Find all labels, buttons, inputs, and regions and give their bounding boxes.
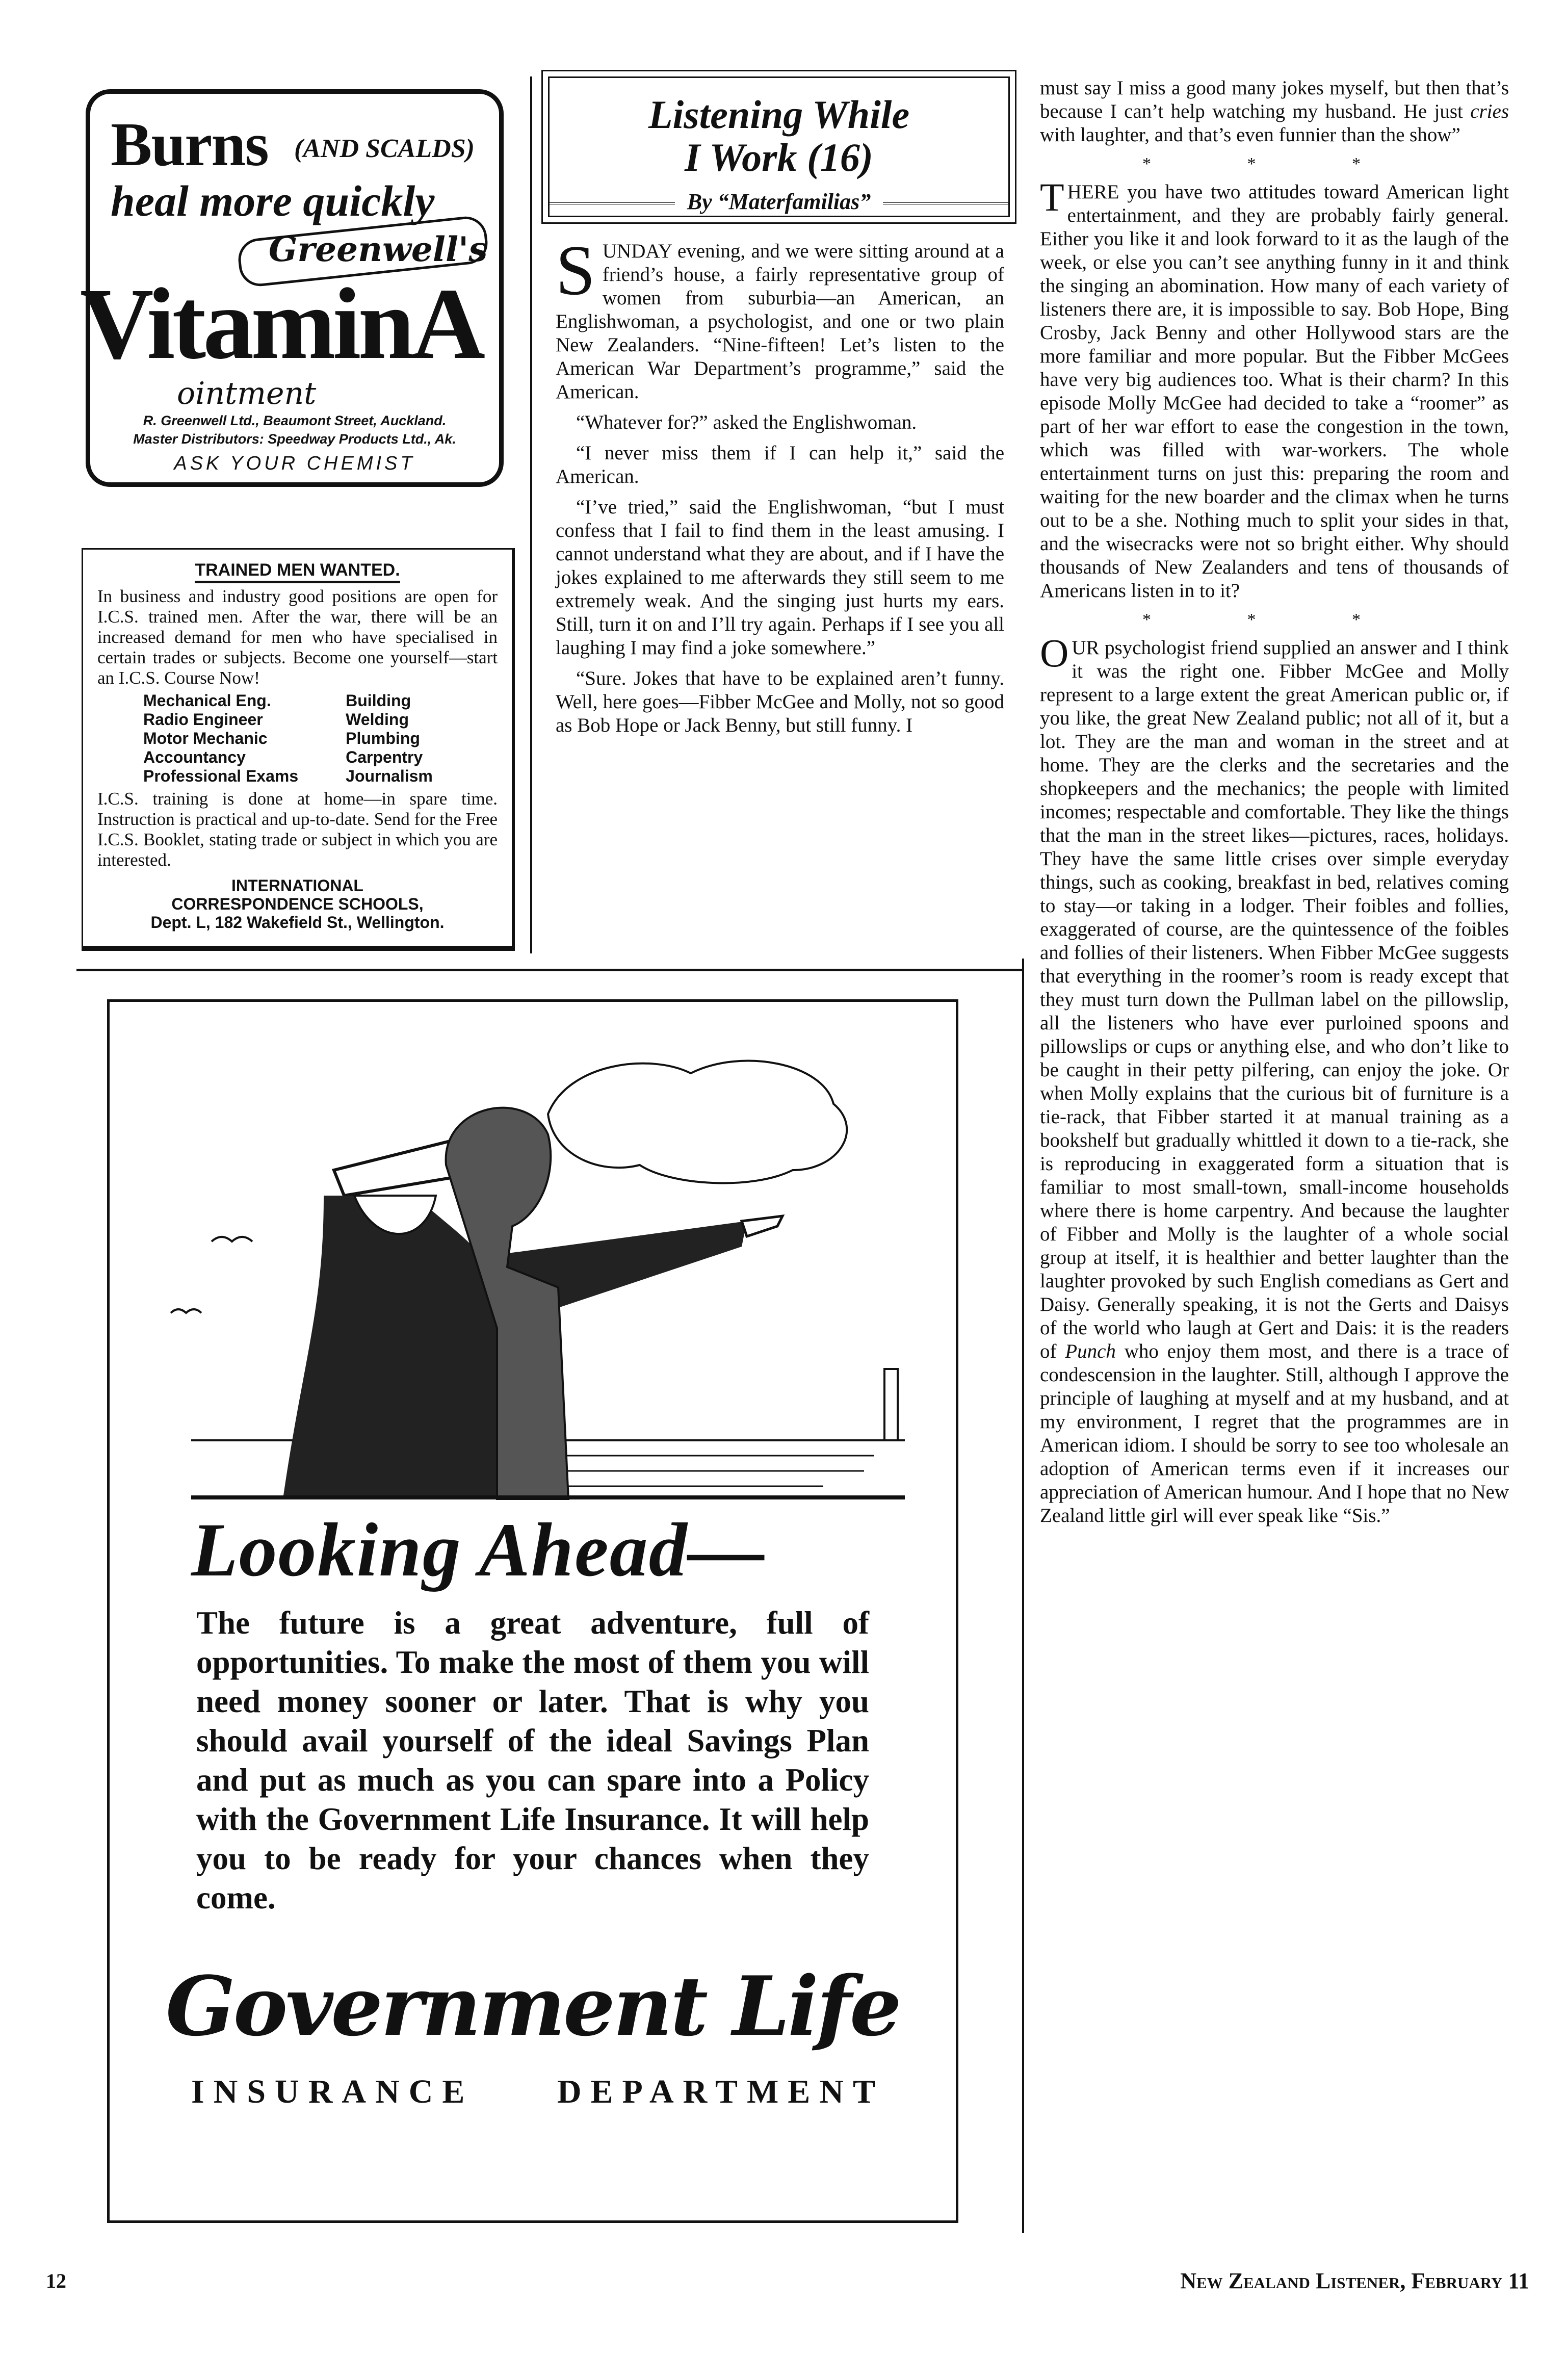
course-item: Plumbing [346, 729, 420, 747]
ad-headline: Looking Ahead— [191, 1508, 766, 1592]
org-line: INTERNATIONAL [231, 876, 363, 895]
course-item: Radio Engineer [143, 710, 263, 729]
paragraph-text: with laughter, and that’s even funnier than the show” [1040, 124, 1460, 146]
byline-text: By “Materfamilias” [675, 189, 883, 214]
article-paragraph: “Whatever for?” asked the Englishwoman. [576, 411, 917, 433]
manufacturer-address: R. Greenwell Ltd., Beaumont Street, Auckland. [143, 413, 447, 428]
ics-heading-text: TRAINED MEN WANTED. [195, 560, 400, 583]
course-item: Accountancy [143, 748, 246, 766]
government-life-ad [107, 999, 958, 2223]
seagull [171, 1309, 201, 1313]
ad-body: The future is a great adventure, full of opportunities. To make the most of them you will need money sooner or later. That is why you should avail yourself of the ideal Savings Plan and put as much as you can spare into a Policy with the Government Life Insurance. It will help you to be ready for your chances when they come. [196, 1605, 869, 1916]
article-column-right [1040, 76, 1509, 1535]
article-title-box [548, 76, 1010, 217]
paragraph-text: who enjoy them most, and there is a trace of condescension in the laughter. Still, although I approve the principle of laughing at myself and at my husband, and at my environment, I regret that the programmes are in American idiom. I should be sorry to see too wholesale an adoption of American terms even if it increases our appreciation of American humour. And I hope that no New Zealand little girl will ever speak like “Sis.” [1040, 1340, 1509, 1527]
ics-ad [82, 548, 515, 951]
ad-cta: ASK YOUR CHEMIST [174, 453, 415, 474]
article-paragraph [1040, 631, 1509, 1528]
org-address: Dept. L, 182 Wakefield St., Wellington. [150, 913, 445, 932]
ics-outro: I.C.S. training is done at home—in spare time. Instruction is practical and up-to-date. Send for the Free I.C.S. Booklet, stating trade or subject in which you are interested. [97, 789, 498, 870]
product-name: VitaminA [80, 268, 483, 380]
publication-footer: New Zealand Listener, February 11 [1180, 2268, 1529, 2293]
government-life-logo: Government Life [166, 1958, 900, 2054]
page-number: 12 [46, 2269, 66, 2292]
section-separator: * * * [1142, 610, 1406, 629]
article-byline [550, 189, 1008, 215]
seagull [212, 1237, 252, 1241]
ad-headline: Burns [111, 110, 268, 179]
lighthouse [884, 1369, 898, 1440]
department-name [191, 2073, 884, 2111]
article-paragraph: “I’ve tried,” said the Englishwoman, “but I must confess that I fail to find them in the least amusing. I cannot understand what they are about, and if I have the jokes explained to me afterwards they still seem to me extremely weak. And the singing just hurts my ears. Still, turn it on and I’ll try again. Perhaps if I see you all laughing I may find a joke somewhere.” [556, 496, 1004, 659]
article-paragraph: “I never miss them if I can help it,” said the American. [556, 442, 1004, 487]
brand-name: Greenwell's [269, 229, 488, 269]
cloud [548, 1061, 847, 1183]
title-line: I Work (16) [685, 135, 873, 179]
ics-organisation [97, 876, 498, 932]
course-item: Professional Exams [143, 767, 299, 785]
course-item: Carpentry [346, 748, 423, 766]
section-divider [76, 969, 1022, 971]
dept-word: INSURANCE [191, 2073, 474, 2110]
column-divider [1022, 959, 1024, 2233]
title-line: Listening While [648, 92, 910, 137]
product-type: ointment [177, 376, 317, 411]
ad-subheadline: heal more quickly [111, 176, 435, 225]
ad-headline-aside: (AND SCALDS) [294, 134, 475, 163]
dept-word: DEPARTMENT [557, 2073, 884, 2110]
pointing-hand [742, 1216, 782, 1236]
drop-cap: S [556, 231, 595, 310]
paragraph-text: HERE you have two attitudes toward American light entertainment, and they are probably fairly general. Either you like it and look forward to it as the laugh of the week, or else you can’t see anything funny in it and think the singing an abomination. How many of each variety of listeners there are, it is impossible to say. Bob Hope, Bing Crosby, Jack Benny and other Hollywood stars are the more familiar and more popular. But the Fibber McGees have very big audiences too. What is their charm? In this episode Molly McGee had decided to take a “roomer” as part of her war effort to ease the congestion in the town, which was filled with war-workers. The whole entertainment turns on just this: preparing the room and waiting for the new boarder and the climax when he turns out to be a she. Nothing much to split your sides in that, and the wisecracks were not so bright either. Why should thousands of New Zealanders and tens of thousands of Americans listen in to it? [1040, 181, 1509, 602]
vitamin-ointment-ad [80, 89, 504, 487]
article-paragraph [1040, 76, 1509, 147]
section-separator: * * * [1142, 154, 1406, 173]
drop-cap: T [1040, 175, 1064, 219]
ics-heading [97, 560, 498, 580]
course-list [97, 691, 498, 786]
article-column-middle [556, 231, 1004, 744]
paragraph-text: UNDAY evening, and we were sitting around at a friend’s house, a fairly representative group of women from suburbia—an American, an Englishwoman, a psychologist, and one or two plain New Zealanders. “Nine-fifteen! Let’s listen to the American War Department’s programme,” said the American. [556, 240, 1004, 403]
emphasis: Punch [1065, 1340, 1116, 1362]
sailor-pointing-illustration [110, 1002, 956, 1502]
ics-intro: In business and industry good positions are open for I.C.S. trained men. After the war, there will be an increased demand for men who have specialised in certain trades or subjects. Become one yourself—start an I.C.S. Course Now! [97, 586, 498, 688]
paragraph-text: must say I miss a good many jokes myself, but then that’s because I can’t help watching my husband. He just [1040, 77, 1509, 122]
org-line: CORRESPONDENCE SCHOOLS, [171, 895, 424, 913]
distributor-line: Master Distributors: Speedway Products Ltd., Ak. [133, 431, 456, 447]
emphasis: cries [1470, 100, 1509, 122]
course-item: Journalism [346, 767, 433, 785]
article-paragraph [1040, 175, 1509, 603]
course-item: Motor Mechanic [143, 729, 268, 747]
course-item: Welding [346, 710, 409, 729]
course-item: Building [346, 691, 411, 710]
article-paragraph: “Sure. Jokes that have to be explained aren’t funny. Well, here goes—Fibber McGee and Molly, not so good as Bob Hope or Jack Benny, but still funny. I [556, 667, 1004, 736]
column-divider [530, 76, 532, 953]
paragraph-text: UR psychologist friend supplied an answer and I think it was the right one. Fibber McGee and Molly represent to a large extent the great American public or, if you like, the great New Zealand public; not all of it, but a lot. They are the man and woman in the street and at home. They are the clerks and the secretaries and the shopkeepers and the mechanics; the people with limited incomes; respectable and comfortable. They like the things that the man in the street likes—pictures, races, holidays. They have the same little crises over simple everyday things, such as cooking, breakfast in bed, relatives coming to stay—or taking in a lodger. Their foibles and follies, exaggerated of course, are the quintessence of the foibles and follies of their listeners. When Fibber McGee suggests that everything in the roomer’s room is ready except that they must turn down the Pullman label on the pillowslip, all the listeners who have ever purloined spoons and pillowslips or cups or anything else, and who don’t like to be caught in their petty pilfering, can enjoy the joke. Or when Molly explains that the curious bit of furniture is a tie-rack, that Fibber started it at manual training as a bookshelf but gradually whittled it down to a tie-rack, she is reproducing in exaggerated form a situation that is familiar to most small-town, small-income households where there is home carpentry. And because the laughter of Fibber and Molly is the laughter of a whole social group at itself, it is healthier and better laughter than the laughter provoked by such English comedians as Gert and Daisy. Generally speaking, it is not the Gerts and Daisys of the world who laugh at Gert and Dais: it is the readers of [1040, 637, 1509, 1362]
drop-cap: O [1040, 631, 1069, 675]
article-paragraph [556, 231, 1004, 404]
course-item: Mechanical Eng. [143, 691, 271, 710]
article-title [550, 93, 1008, 179]
